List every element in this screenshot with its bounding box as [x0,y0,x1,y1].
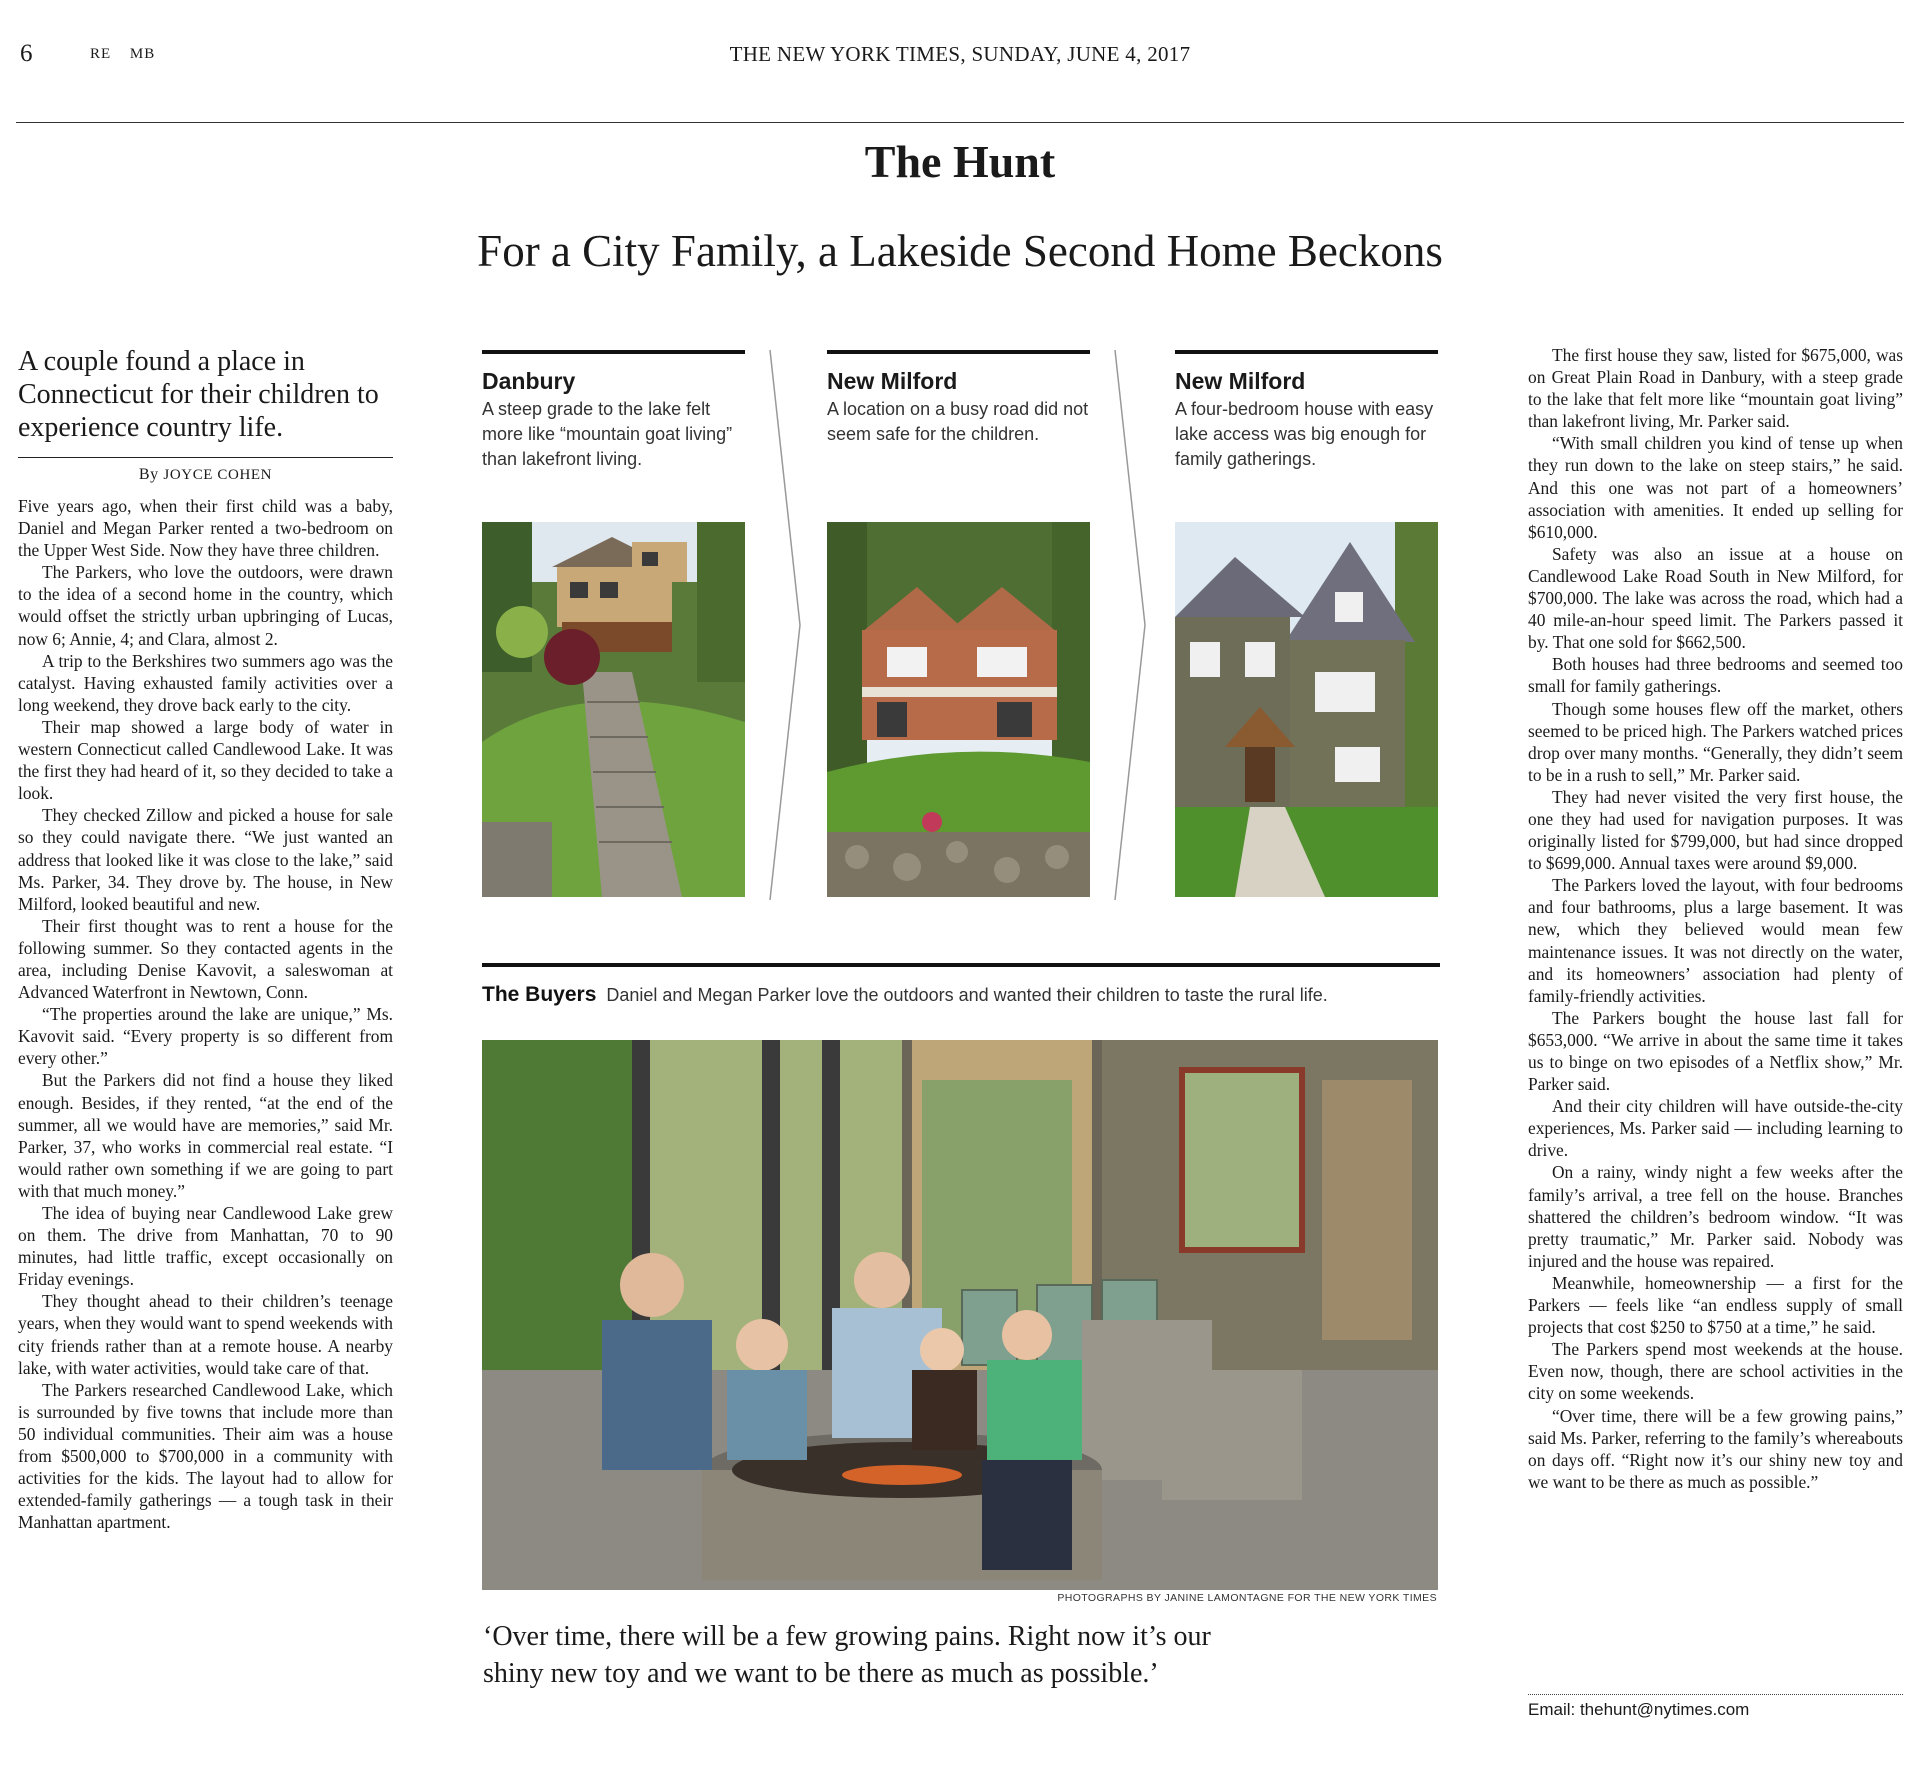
edition-code: MB [129,46,156,62]
paragraph: On a rainy, windy night a few weeks after the family’s arrival, a tree fell on the house. Branches shattered the children’s bedroom window. “It was pretty traumatic,” Mr. Parker said. Nobody was injured and the house was repaired. [1528,1162,1903,1271]
paragraph: And their city children will have outside-the-city experiences, Ms. Parker said — including learning to drive. [1528,1096,1903,1161]
house-card-danbury [482,350,745,472]
paragraph: “Over time, there will be a few growing pains,” said Ms. Parker, referring to the family’s whereabouts on days off. “Right now it’s our shiny new toy and we want to be there as much as possible.” [1528,1405,1903,1492]
paragraph: Though some houses flew off the market, others seemed to be priced high. The Parkers watched prices drop over many months. “Generally, they didn’t seem to be in a rush to sell,” Mr. Parker said. [1528,698,1903,785]
paragraph: The Parkers researched Candlewood Lake, which is surrounded by five towns that include more than 50 individual communities. Their aim was a house from $500,000 to $700,000 in a community with activities for the kids. The layout had to allow for extended-family gatherings — a tough task in their Manhattan apartment. [18,1379,393,1533]
byline [18,466,393,484]
card-rule [1175,350,1438,354]
contact-email[interactable]: Email: thehunt@nytimes.com [1528,1700,1750,1719]
paragraph: A trip to the Berkshires two summers ago was the catalyst. Having exhausted family activities over a long weekend, they drove back early to the city. [18,650,393,715]
paragraph: “The properties around the lake are unique,” Ms. Kavovit said. “Every property is so different from every other.” [18,1004,393,1069]
house-card-new-milford-1 [827,350,1090,447]
paragraph: They thought ahead to their children’s teenage years, when they would want to spend weekends with city friends rather than at a remote house. A nearby lake, with water activities, would take care of that. [18,1291,393,1378]
card-rule [482,350,745,354]
paragraph: But the Parkers did not find a house they liked enough. Besides, if they rented, “at the end of the summer, all we would have are memories,” said Mr. Parker, 37, who works in commercial real estate. “I would rather own something if we are going to part with that much money.” [18,1070,393,1201]
photo-credit: PHOTOGRAPHS BY JANINE LAMONTAGNE FOR THE NEW YORK TIMES [1057,1592,1437,1604]
paragraph: The idea of buying near Candlewood Lake grew on them. The drive from Manhattan, 70 to 90 minutes, had little traffic, except occasionally on Friday evenings. [18,1203,393,1290]
house-location: New Milford [827,368,958,394]
byline-name: JOYCE COHEN [163,467,273,483]
section-kicker: The Hunt [864,136,1056,187]
paragraph: They had never visited the very first house, the one they had used for navigation purposes. It was originally listed for $799,000, but had since dropped to $699,000. Annual taxes were around $9,000. [1528,786,1903,874]
deck-rule [18,457,393,458]
paragraph: The Parkers, who love the outdoors, were drawn to the idea of a second home in the country, which would offset the strictly urban upbringing of Lucas, now 6; Annie, 4; and Clara, almost 2. [18,562,393,649]
buyers-caption [482,983,1442,1007]
page-number: 6 [20,40,33,67]
deck: A couple found a place in Connecticut for their children to experience country life. [18,346,379,443]
card-rule [827,350,1090,354]
paragraph: Meanwhile, homeownership — a first for the Parkers — feels like “an endless supply of small projects that cost $250 to $750 at a time,” he said. [1528,1272,1903,1338]
house-location: New Milford [1175,368,1306,394]
paragraph: The Parkers spend most weekends at the house. Even now, though, there are school activities in the city on some weekends. [1528,1339,1903,1404]
paragraph: The Parkers bought the house last fall for $653,000. “We arrive in about the same time it takes us to binge on two episodes of a Netflix show,” Mr. Parker said. [1528,1007,1903,1095]
house-caption: A location on a busy road did not seem safe for the children. [827,399,1089,444]
house-photo [827,522,1090,897]
house-caption: A steep grade to the lake felt more like “mountain goat living” than lakefront living. [482,399,733,469]
house-photo [1175,522,1438,897]
buyers-rule [482,963,1440,967]
house-caption: A four-bedroom house with easy lake access was big enough for family gatherings. [1175,399,1434,469]
paragraph: The Parkers loved the layout, with four bedrooms and four bathrooms, plus a large basement. It was new, which they believed would mean few maintenance issues. It was not directly on the water, and its homeowners’ association had plenty of family-friendly activities. [1528,875,1903,1006]
paragraph: They checked Zillow and picked a house for sale so they could navigate there. “We just wanted an address that looked like it was close to the lake,” said Ms. Parker, 34. They drove by. The house, in New Milford, looked beautiful and new. [18,805,393,914]
top-rule [16,122,1904,123]
edition-code: RE [90,46,112,62]
headline: For a City Family, a Lakeside Second Home Beckons [477,226,1443,277]
house-photo [482,522,745,897]
paragraph: The first house they saw, listed for $675,000, was on Great Plain Road in Danbury, with a steep grade to the lake that felt more like “mountain goat living” than lakefront living, Mr. Parker said. [1528,345,1903,432]
house-location: Danbury [482,368,576,394]
house-card-new-milford-2 [1175,350,1438,472]
masthead [0,0,1920,124]
paper-date: THE NEW YORK TIMES, SUNDAY, JUNE 4, 2017 [729,42,1191,66]
paragraph: “With small children you kind of tense up when they run down to the lake on steep stairs,” he said. And this one was not part of a homeowners’ association with amenities. It ended up selling for $610,000. [1528,433,1903,542]
right-column [1528,344,1903,1493]
pull-quote: ‘Over time, there will be a few growing pains. Right now it’s our shiny new toy and we want to be there as much as possible.’ [483,1621,1211,1689]
email-rule [1528,1694,1903,1695]
chevron-divider-icon [1110,350,1150,900]
paragraph: Their first thought was to rent a house for the following summer. So they contacted agents in the area, including Denise Kavovit, a saleswoman at Advanced Waterfront in Newtown, Conn. [18,915,393,1003]
buyers-label: The Buyers [482,983,597,1006]
left-column [18,495,393,1533]
family-photo [482,1040,1438,1590]
paragraph: Their map showed a large body of water in western Connecticut called Candlewood Lake. It was the first they had heard of it, so they decided to take a look. [18,716,393,804]
chevron-divider-icon [765,350,805,900]
buyers-caption-text: Daniel and Megan Parker love the outdoors and wanted their children to taste the rural life. [606,985,1328,1005]
paragraph: Five years ago, when their first child was a baby, Daniel and Megan Parker rented a two-bedroom on the Upper West Side. Now they have three children. [18,496,393,561]
paragraph: Safety was also an issue at a house on Candlewood Lake Road South in New Milford, for $700,000. The lake was across the road, which had a 40 mile-an-hour speed limit. The Parkers passed it by. That one sold for $662,500. [1528,543,1903,653]
byline-prefix: By [138,466,164,483]
paragraph: Both houses had three bedrooms and seemed too small for family gatherings. [1528,654,1903,697]
